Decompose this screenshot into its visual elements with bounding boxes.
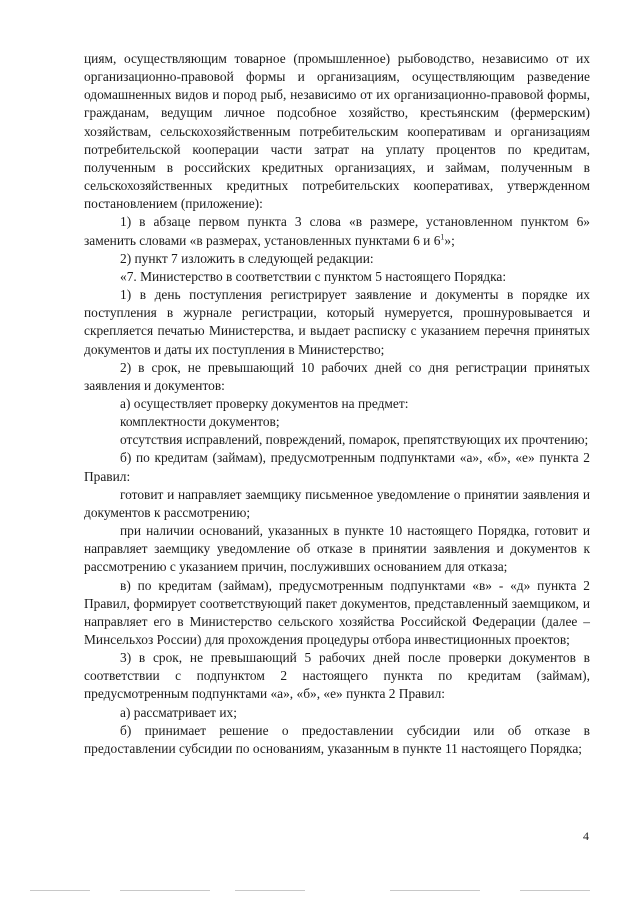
scan-artifact-line <box>390 890 480 891</box>
paragraph: б) по кредитам (займам), предусмотренным подпунктами «а», «б», «е» пункта 2 Правил: <box>84 450 590 484</box>
paragraph-text: 1) в абзаце первом пункта 3 слова «в размере, установленном пунктом 6» заменить словами «в размерах, установленных пунктами 6 и 6 <box>84 214 590 248</box>
superscript: 1 <box>440 232 445 242</box>
paragraph: а) рассматривает их; <box>120 704 237 720</box>
scan-artifact-line <box>235 890 305 891</box>
paragraph: циям, осуществляющим товарное (промышленное) рыбоводство, независимо от их организационно-правовой формы и организациям, осуществляющим разведение одомашненных видов и пород рыб, независимо от их организационно-правовой формы, гражданам, ведущим личное подсобное хозяйство, крестьянским (фермерским) хозяйствам, сельскохозяйственным потребительским кооперативам и организациям потребительской кооперации части затрат на уплату процентов по кредитам, полученным в российских кредитных организациях, и займам, полученным в сельскохозяйственных кредитных потребительских кооперативах, утвержденном постановлением (приложение): <box>84 51 590 212</box>
paragraph: готовит и направляет заемщику письменное уведомление о принятии заявления и документов к рассмотрению; <box>84 486 590 520</box>
paragraph: б) принимает решение о предоставлении субсидии или об отказе в предоставлении субсидии по основаниям, указанным в пункте 11 настоящего Порядка; <box>84 722 590 756</box>
paragraph: при наличии оснований, указанных в пункте 10 настоящего Порядка, готовит и направляет заемщику уведомление об отказе в принятии заявления и документов к рассмотрению с указанием причин, послуживших основанием для отказа; <box>84 523 590 575</box>
page-number: 4 <box>583 829 589 843</box>
paragraph: «7. Министерство в соответствии с пунктом 5 настоящего Порядка: <box>120 268 507 284</box>
paragraph: комплектности документов; <box>120 414 280 430</box>
paragraph: 1) в день поступления регистрирует заявление и документы в порядке их поступления в журнале регистрации, который нумеруется, прошнуровывается и скрепляется печатью Министерства, и выдает расписку с указанием перечня принятых документов и даты их поступления в Министерство; <box>84 287 590 357</box>
document-body <box>84 50 590 758</box>
paragraph-text-end: »; <box>444 232 455 248</box>
scan-artifact-line <box>120 890 210 891</box>
paragraph: в) по кредитам (займам), предусмотренным подпунктами «в» - «д» пункта 2 Правил, формирует соответствующий пакет документов, представленный заемщиком, и направляет его в Министерство сельского хозяйства Российской Федерации (далее – Минсельхоз России) для прохождения процедуры отбора инвестиционных проектов; <box>84 577 590 647</box>
scan-artifact-line <box>520 890 590 891</box>
paragraph: 2) в срок, не превышающий 10 рабочих дней со дня регистрации принятых заявления и документов: <box>84 359 590 393</box>
paragraph: 2) пункт 7 изложить в следующей редакции: <box>120 250 374 266</box>
scan-artifact-line <box>30 890 90 891</box>
paragraph: отсутствия исправлений, повреждений, помарок, препятствующих их прочтению; <box>120 432 589 448</box>
paragraph: а) осуществляет проверку документов на предмет: <box>120 395 409 411</box>
paragraph: 3) в срок, не превышающий 5 рабочих дней после проверки документов в соответствии с подпунктом 2 настоящего пункта по кредитам (займам), предусмотренным подпунктами «а», «б», «е» пункта 2 Правил: <box>84 650 590 702</box>
paragraph <box>84 213 590 249</box>
